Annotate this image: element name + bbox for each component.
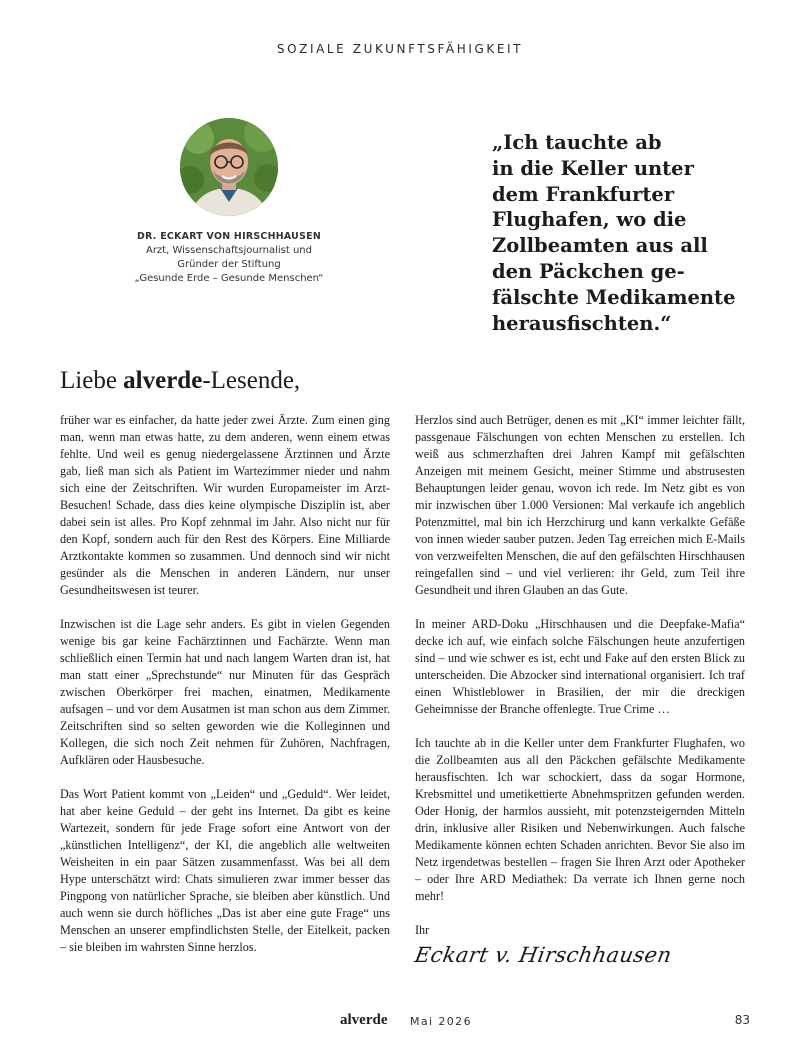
paragraph: früher war es einfacher, da hatte jeder zwei Ärzte. Zum einen ging man, wenn man etwas hatte, zu dem anderen, wenn einem etwas fehlte. Und weil es genug niedergelassene Ärztinnen und Ärzte gab, ließ man sich als Patient im Wartezimmer nieder und nahm sich eine der Zeitschriften. Wir wurden Europameister im Arzt-Besuchen! Schade, dass dies keine olympische Disziplin ist, aber dabei sein ist alles. Pro Kopf zehnmal im Jahr. Also nicht nur für den Kopf, sondern auch für den Rest des Körpers. Eine Milliarde Arztkontakte kommen so zusammen. Und dennoch sind wir nicht gesünder als die Menschen in anderen Ländern, nur unser Gesundheitswesen ist teurer. [60, 413, 390, 597]
author-role-line-1: Arzt, Wissenschaftsjournalist und [145, 245, 312, 256]
footer-brand-logo: alverde [340, 1012, 388, 1028]
author-role-line-3: „Gesunde Erde – Gesunde Menschen“ [134, 273, 324, 284]
body-column-right [412, 412, 745, 967]
paragraph: In meiner ARD-Doku „Hirschhausen und die Deepfake-Mafia“ decke ich auf, wie einfach solche Fälschungen heute anzufertigen sind – und wie schwer es ist, echt und Fake auf den ersten Blick zu unterscheiden. Die Abzocker sind international organisiert. Ich traf einen Whistleblower in Brasilien, der mir die dreckigen Geheimnisse der Branche offenlegte. True Crime … [415, 617, 745, 716]
pull-quote: „Ich tauchte ab in die Keller unter dem Frankfurter Flughafen, wo die Zollbeamten aus all den Päckchen ge- fälschte Medikamente herausfischten.“ [492, 131, 736, 335]
greeting-brand: alverde [123, 367, 203, 394]
paragraph: Inzwischen ist die Lage sehr anders. Es gibt in vielen Gegenden wenige bis gar keine Fachärztinnen und Fachärzte. Wenn man schließlich einen Termin hat und nach langem Warten dran ist, hat man statt einer „Sprechstunde“ nur Minuten für das Gespräch zwischen Oberkörper frei machen, einatmen, Medikamente aufsagen – und vor dem Ausatmen ist man schon aus dem Zimmer. Zeitschriften sind so selten geworden wie die Kolleginnen und Kollegen, die sich noch Zeit nehmen für Zuhören, Nachfragen, Aufklären oder Hausbesuche. [60, 617, 390, 767]
footer-issue-date: Mai 2026 [410, 1015, 472, 1028]
paragraph: Das Wort Patient kommt von „Leiden“ und „Geduld“. Wer leidet, hat aber keine Geduld – der geht ins Internet. Da gibt es keine Wartezeit, sondern für jede Frage sofort eine Antwort von der „künstlichen Intelligenz“, der KI, die angeblich alle weltweiten Weisheiten in ein paar Sätzen zusammenfasst. Was bei all dem Hype unterschätzt wird: Chats simulieren zwar immer besser das Pingpong von natürlicher Sprache, sie bleiben aber künstlich. Und auch wenn sie durch höfliches „Das ist aber eine gute Frage“ uns Menschen an unserer empfindlichsten Stelle, der Eitelkeit, packen – sie bleiben im wahrsten Sinne herzlos. [60, 787, 390, 954]
author-role-line-2: Gründer der Stiftung [177, 259, 281, 270]
greeting-suffix: -Lesende, [202, 367, 301, 394]
author-caption [120, 230, 338, 286]
greeting-prefix: Liebe [60, 367, 124, 394]
page-number: 83 [734, 1013, 750, 1027]
handwritten-signature: Eckart v. Hirschhausen [412, 943, 674, 967]
body-column-left [60, 412, 390, 973]
paragraph: Ich tauchte ab in die Keller unter dem Frankfurter Flughafen, wo die Zollbeamten aus all den Päckchen gefälschte Medikamente herausfischten. Ich war schockiert, dass da sogar Hormone, Krebsmittel und umetikettierte Abnehmspritzen gefunden werden. Oder Honig, der harmlos aussieht, mit potenzsteigernden Mitteln drin, inklusive aller Risiken und Nebenwirkungen. Auch falsche Medikamente können echten Schaden anrichten. Bevor Sie also im Netz irgendetwas bestellen – fragen Sie Ihren Arzt oder Apotheker – oder Ihre ARD Mediathek: Da verrate ich Ihnen gerne noch mehr! [415, 736, 745, 903]
section-kicker: SOZIALE ZUKUNFTSFÄHIGKEIT [276, 42, 524, 56]
author-name: DR. ECKART VON HIRSCHHAUSEN [137, 231, 321, 242]
paragraph: Herzlos sind auch Betrüger, denen es mit „KI“ immer leichter fällt, passgenaue Fälschungen von echten Menschen zu erstellen. Ich weiß aus schmerzhaften drei Jahren Kampf mit gefälschten Anzeigen mit meinem Gesicht, meiner Stimme und abstrusesten Behauptungen leider genau, wovon ich rede. Im Netz gibt es von mir inzwischen über 1.000 Versionen: Mal verkaufe ich angeblich Potenzmittel, mal bin ich Herzchirurg und kann verkalkte Gefäße von innen wieder sauber putzen. Jeden Tag erreichen mich E-Mails von verzweifelten Menschen, die auf den gefälschten Hirschhausen reingefallen sind – und viel verlieren: ihr Geld, zum Teil ihre Gesundheit und ihren Glauben an das Gute. [415, 413, 745, 597]
closing-word: Ihr [415, 923, 430, 937]
author-portrait [180, 118, 278, 216]
greeting-heading [60, 367, 300, 395]
